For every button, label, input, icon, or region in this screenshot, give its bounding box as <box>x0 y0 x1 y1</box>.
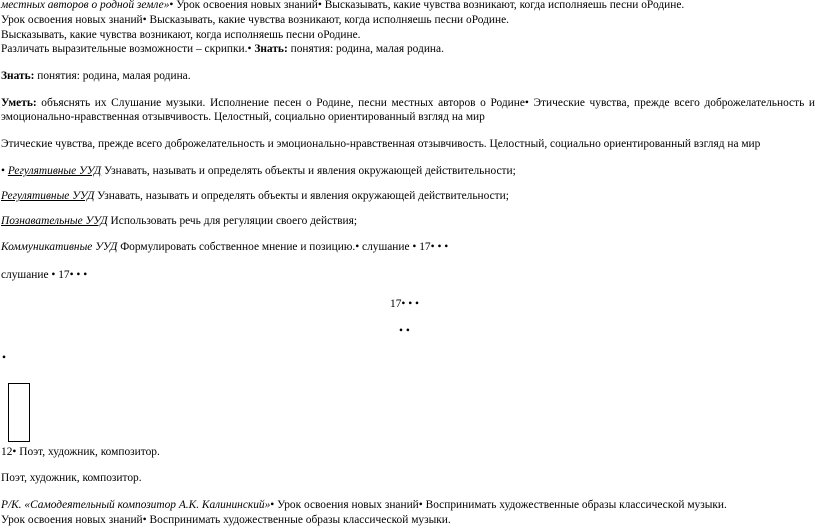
last-line: Урок освоения новых знаний• Воспринимать художественные образы классической музыки. <box>1 514 451 526</box>
line-text: • Урок освоения новых знаний• Высказывать, какие чувства возникают, когда исполняешь песни оРодине. <box>169 0 685 11</box>
know-label: Знать: <box>254 43 288 55</box>
regulative-line-1 <box>1 164 516 178</box>
text-line-2: Урок освоения новых знаний• Высказывать, какие чувства возникают, когда исполняешь песни оРодине. <box>1 14 510 26</box>
centered-number-line: 17• • • <box>390 298 420 310</box>
text-line-4 <box>1 42 444 56</box>
poet-line-1: 12• Поэт, художник, композитор. <box>1 446 160 458</box>
communicative-text: Формулировать собственное мнение и позицию.• слушание • 17• • • <box>120 241 449 253</box>
able-label: Уметь: <box>1 97 37 109</box>
line-text: Различать выразительные возможности – скрипки.• <box>1 43 252 55</box>
cognitive-label: Познавательные УУД <box>1 215 108 227</box>
know-text: понятия: родина, малая родина. <box>290 43 444 55</box>
regulative-line-2 <box>1 189 509 203</box>
regulative-text: Узнавать, называть и определять объекты и явления окружающей действительности; <box>104 165 516 177</box>
regulative-label: Регулятивные УУД <box>7 165 102 177</box>
lone-bullet: • <box>2 352 6 364</box>
line-text: • Урок освоения новых знаний• Воспринимать художественные образы классической музыки. <box>270 499 727 511</box>
know-label: Знать: <box>1 70 35 82</box>
empty-frame <box>8 383 30 442</box>
text-line-3: Высказывать, какие чувства возникают, когда исполняешь песни оРодине. <box>1 29 361 41</box>
know-line <box>1 69 191 83</box>
text-line-1 <box>1 0 684 12</box>
regulative-label: Регулятивные УУД <box>1 190 95 202</box>
cognitive-text: Использовать речь для регуляции своего действия; <box>110 215 357 227</box>
bullet: • <box>1 165 5 177</box>
ethics-line: Этические чувства, прежде всего доброжелательность и эмоционально-нравственная отзывчивость. Целостный, социально ориентированный взгляд на мир <box>1 138 761 150</box>
italic-phrase: Р/К. «Самодеятельный композитор А.К. Калининский» <box>1 499 271 511</box>
communicative-line <box>1 240 448 254</box>
regulative-text: Узнавать, называть и определять объекты и явления окружающей действительности; <box>97 190 509 202</box>
poet-line-2: Поэт, художник, композитор. <box>1 472 142 484</box>
able-text: объяснять их Слушание музыки. Исполнение песен о Родине, песни местных авторов о Родине• Этические чувства, прежде всего доброжелательность и <box>41 97 815 109</box>
know-text: понятия: родина, малая родина. <box>37 70 191 82</box>
cognitive-line <box>1 214 357 228</box>
able-line-2: эмоционально-нравственная отзывчивость. Целостный, социально ориентированный взгляд на мир <box>1 111 485 123</box>
listening-line: слушание • 17• • • <box>1 269 88 281</box>
rk-line <box>1 498 727 512</box>
communicative-label: Коммуникативные УУД <box>1 241 118 253</box>
centered-bullets: • • <box>399 325 410 337</box>
able-line-1 <box>1 96 815 110</box>
italic-phrase: местных авторов о родной земле» <box>1 0 170 11</box>
